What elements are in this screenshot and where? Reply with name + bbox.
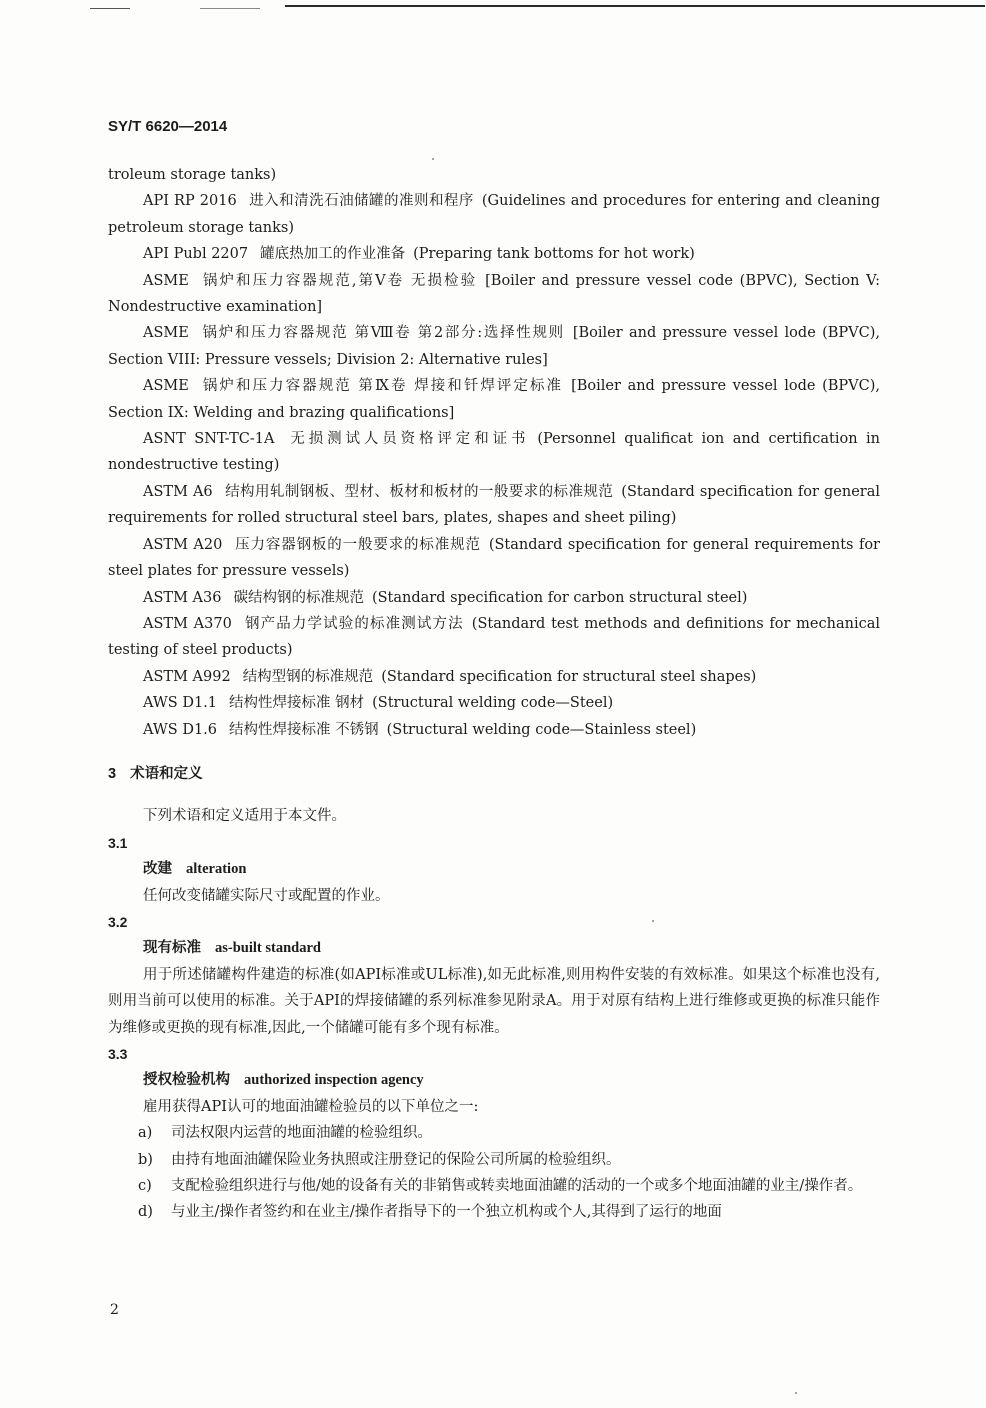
page-number: 2 bbox=[110, 1302, 119, 1318]
reference-title-zh: 结构性焊接标准 不锈钢 bbox=[229, 721, 379, 738]
list-item bbox=[108, 1147, 880, 1173]
reference-title-zh: 结构性焊接标准 钢材 bbox=[229, 695, 365, 712]
reference-title-en: [Boiler and pressure vessel lode (BPVC), Section IX: Welding and brazing qualifications] bbox=[108, 378, 880, 421]
term-name bbox=[108, 1067, 880, 1093]
reference-title-en: (Preparing tank bottoms for hot work) bbox=[413, 246, 695, 263]
section-title-text: 术语和定义 bbox=[130, 765, 203, 782]
reference-entry bbox=[108, 188, 880, 241]
reference-entry bbox=[108, 717, 880, 743]
reference-entry bbox=[108, 268, 880, 321]
reference-code: ASME bbox=[143, 325, 189, 342]
reference-title-zh: 进入和清洗石油储罐的准则和程序 bbox=[248, 193, 474, 210]
reference-title-zh: 锅炉和压力容器规范 第Ⅷ卷 第2部分:选择性规则 bbox=[200, 325, 565, 342]
term-number: 3.2 bbox=[108, 913, 128, 930]
reference-entry bbox=[108, 373, 880, 426]
reference-code: AWS D1.6 bbox=[143, 721, 218, 738]
term-name bbox=[108, 856, 880, 882]
term-name-en: alteration bbox=[186, 861, 247, 878]
normative-references-list bbox=[108, 162, 880, 743]
reference-code: ASTM A6 bbox=[143, 483, 213, 500]
top-rule-mark bbox=[90, 8, 130, 9]
reference-code: ASME bbox=[143, 272, 189, 289]
reference-title-zh: 罐底热加工的作业准备 bbox=[260, 246, 406, 263]
list-item-text: 司法权限内运营的地面油罐的检验组织。 bbox=[171, 1125, 432, 1142]
reference-title-zh: 碳结构钢的标准规范 bbox=[233, 589, 364, 606]
reference-code: API Publ 2207 bbox=[143, 246, 249, 263]
reference-title-en: (Standard specification for general requirements for steel plates for pressure vessels) bbox=[108, 536, 880, 580]
term-name-zh: 授权检验机构 bbox=[143, 1072, 230, 1089]
list-item-text: 与业主/操作者签约和在业主/操作者指导下的一个独立机构或个人,其得到了运行的地面 bbox=[171, 1204, 722, 1221]
reference-title-en: (Standard specification for general requirements for rolled structural steel bars, plates, shapes and sheet piling) bbox=[108, 483, 880, 527]
reference-title-zh: 无损测试人员资格评定和证书 bbox=[286, 431, 530, 448]
reference-title-zh: 钢产品力学试验的标准测试方法 bbox=[243, 615, 464, 632]
reference-title-en: (Standard test methods and definitions for mechanical testing of steel products) bbox=[108, 615, 880, 659]
reference-code: ASTM A370 bbox=[143, 615, 232, 632]
term-name-en: as-built standard bbox=[215, 940, 321, 957]
list-item-label: c) bbox=[138, 1178, 152, 1195]
reference-title-en: [Boiler and pressure vessel lode (BPVC), Section VIII: Pressure vessels; Division 2: Alternative rules] bbox=[108, 325, 880, 368]
term-name-zh: 现有标准 bbox=[143, 940, 201, 957]
reference-title-en: (Personnel qualificat ion and certification in nondestructive testing) bbox=[108, 431, 880, 474]
term-number: 3.3 bbox=[108, 1046, 128, 1062]
list-item-text: 由持有地面油罐保险业务执照或注册登记的保险公司所属的检验组织。 bbox=[171, 1151, 621, 1168]
reference-entry bbox=[108, 241, 880, 267]
list-item bbox=[108, 1199, 880, 1225]
reference-code: AWS D1.1 bbox=[143, 695, 218, 712]
reference-code: ASTM A20 bbox=[143, 536, 223, 553]
scan-speck bbox=[432, 158, 434, 160]
reference-entry bbox=[108, 690, 880, 716]
reference-entry bbox=[108, 585, 880, 611]
reference-entry bbox=[108, 664, 880, 690]
reference-entry bbox=[108, 162, 880, 188]
term-name-zh: 改建 bbox=[143, 861, 172, 878]
reference-title-en: (Structural welding code—Stainless steel) bbox=[386, 721, 697, 738]
reference-title-zh: 结构用轧制钢板、型材、板材和板材的一般要求的标准规范 bbox=[224, 483, 614, 500]
reference-entry bbox=[108, 611, 880, 664]
reference-code: ASTM A36 bbox=[143, 589, 222, 606]
section-number: 3 bbox=[108, 765, 117, 782]
reference-title-en: troleum storage tanks) bbox=[108, 167, 277, 183]
reference-title-en: (Structural welding code—Steel) bbox=[372, 695, 614, 712]
reference-entry bbox=[108, 320, 880, 373]
term-definition: 用于所述储罐构件建造的标准(如API标准或UL标准),如无此标准,则用构件安装的有效标准。如果这个标准也没有,则用当前可以使用的标准。关于API的焊接储罐的系列标准参见附录A。用于对原有结构上进行维修或更换的标准只能作为维修或更换的现有标准,因此,一个储罐可能有多个现有标准。 bbox=[108, 966, 880, 1036]
reference-title-zh: 压力容器钢板的一般要求的标准规范 bbox=[234, 536, 481, 553]
reference-code: API RP 2016 bbox=[143, 193, 237, 210]
term-definition: 雇用获得API认可的地面油罐检验员的以下单位之一: bbox=[143, 1098, 479, 1115]
document-code: SY/T 6620—2014 bbox=[108, 118, 228, 135]
list-item-text: 支配检验组织进行与他/她的设备有关的非销售或转卖地面油罐的活动的一个或多个地面油罐的业主/操作者。 bbox=[171, 1178, 863, 1195]
section-intro: 下列术语和定义适用于本文件。 bbox=[143, 808, 346, 825]
reference-code: ASTM A992 bbox=[143, 668, 231, 685]
agency-list bbox=[108, 1120, 880, 1226]
reference-entry bbox=[108, 426, 880, 479]
document-body bbox=[108, 162, 880, 1226]
term-name-en: authorized inspection agency bbox=[244, 1072, 424, 1089]
terms-list bbox=[108, 830, 880, 1120]
list-item bbox=[108, 1120, 880, 1146]
list-item-label: b) bbox=[138, 1151, 153, 1168]
reference-title-zh: 结构型钢的标准规范 bbox=[242, 668, 374, 685]
list-item bbox=[108, 1173, 880, 1199]
top-rule bbox=[285, 5, 985, 7]
section-heading bbox=[108, 761, 880, 787]
scan-speck bbox=[795, 1392, 797, 1394]
list-item-label: d) bbox=[138, 1204, 153, 1221]
reference-code: ASME bbox=[143, 378, 189, 395]
term-number: 3.1 bbox=[108, 834, 128, 851]
term-name bbox=[108, 935, 880, 961]
reference-entry bbox=[108, 532, 880, 585]
list-item-label: a) bbox=[138, 1125, 153, 1142]
reference-title-en: (Standard specification for structural steel shapes) bbox=[381, 668, 757, 685]
reference-title-en: (Guidelines and procedures for entering and cleaning petroleum storage tanks) bbox=[108, 193, 881, 236]
reference-code: ASNT SNT-TC-1A bbox=[143, 431, 275, 448]
reference-entry bbox=[108, 479, 880, 532]
reference-title-en: [Boiler and pressure vessel code (BPVC), Section V: Nondestructive examination] bbox=[108, 272, 880, 316]
term-definition: 任何改变储罐实际尺寸或配置的作业。 bbox=[143, 887, 390, 904]
reference-title-zh: 锅炉和压力容器规范 第Ⅸ卷 焊接和钎焊评定标准 bbox=[200, 378, 564, 395]
scan-speck bbox=[652, 920, 654, 922]
top-rule-mark bbox=[200, 8, 260, 9]
reference-title-en: (Standard specification for carbon structural steel) bbox=[371, 589, 748, 606]
reference-title-zh: 锅炉和压力容器规范,第Ⅴ卷 无损检验 bbox=[200, 272, 478, 289]
